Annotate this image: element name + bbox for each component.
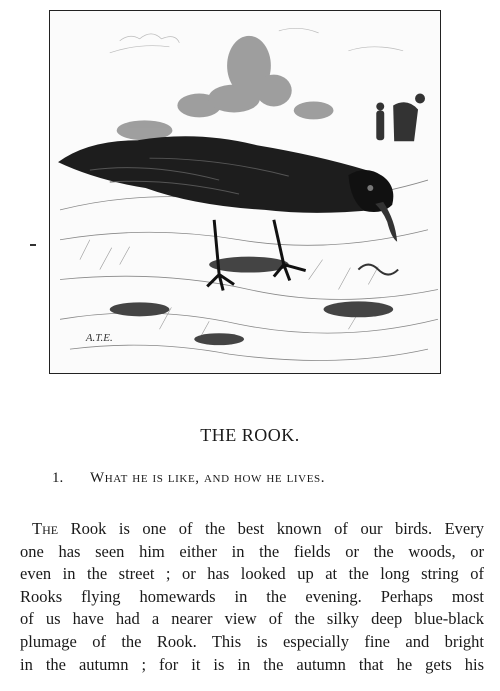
artist-signature: A.T.E. <box>85 332 113 345</box>
text-line-4: Rooks flying homewards in the evening. Perhaps most <box>20 586 484 606</box>
section-heading <box>52 470 325 487</box>
rook-illustration <box>49 10 441 374</box>
text-line-7: in the autumn ; for it is in the autumn that he gets his <box>20 654 484 674</box>
text-line-1: The Rook is one of the best known of our birds. Every <box>32 519 484 538</box>
text-line-6: plumage of the Rook. This is especially fine and bright <box>20 631 484 651</box>
page-title: THE ROOK. <box>200 425 300 445</box>
section-number: 1. <box>52 470 64 486</box>
text-line-2: one has seen him either in the fields or the woods, or <box>20 541 484 561</box>
margin-mark <box>30 244 36 246</box>
body-paragraph <box>20 518 484 676</box>
text-line-5: of us have had a nearer view of the silky deep blue-black <box>20 609 484 629</box>
text-line-3: even in the street ; or has looked up at the long string of <box>20 564 484 584</box>
lead-word: The <box>32 519 59 538</box>
rook-engraving <box>50 11 440 373</box>
section-title: What he is like, and how he lives. <box>90 470 326 486</box>
